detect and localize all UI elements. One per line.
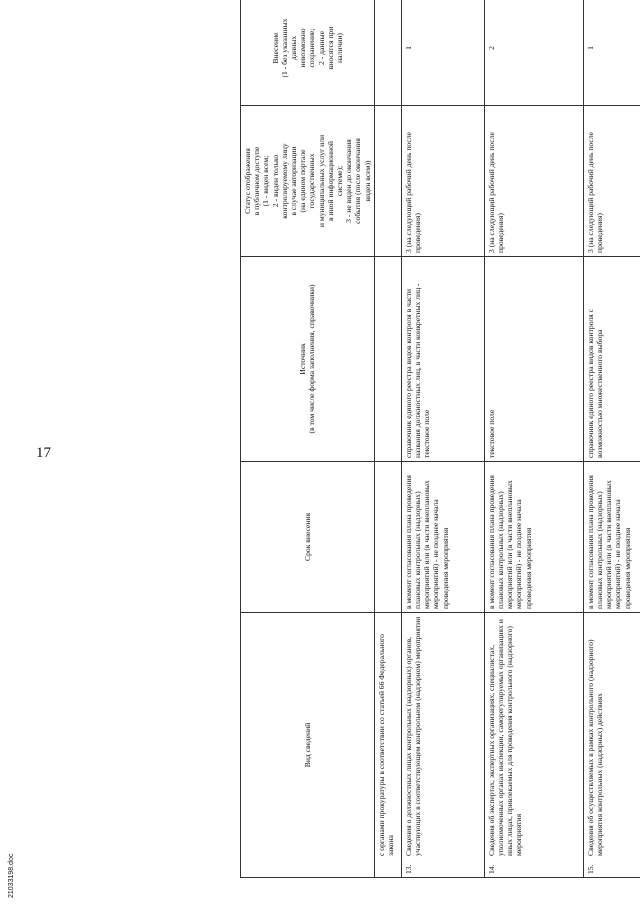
empty-cell bbox=[374, 462, 401, 613]
header-status-line: в публичном доступе bbox=[252, 146, 262, 216]
table-row bbox=[401, 0, 484, 878]
header-source-line2: (в том числе форма заполнения, справочники) bbox=[307, 284, 317, 434]
header-entry-line: Внесение bbox=[270, 32, 280, 64]
kind-cell bbox=[583, 613, 640, 878]
header-status-line: 2 - виден только bbox=[270, 154, 280, 208]
header-kind: Вид сведений bbox=[241, 613, 375, 878]
header-entry-line: сохранение; bbox=[307, 28, 317, 68]
empty-cell bbox=[374, 0, 401, 106]
table-row bbox=[484, 0, 583, 878]
header-entry-line: данных bbox=[289, 35, 299, 61]
continuation-text: с органами прокуратуры в соответствии со статьей 66 Федерального закона bbox=[374, 613, 401, 878]
header-status-line: в случае авторизации bbox=[289, 146, 299, 216]
header-status-line: контролируемому лицу bbox=[279, 143, 289, 219]
kind-cell bbox=[401, 613, 484, 878]
header-entry-line: 2 - данные bbox=[316, 31, 326, 65]
header-status-line: в иной информационной bbox=[325, 141, 335, 221]
header-entry-line: наличии) bbox=[335, 33, 345, 63]
status-cell: 3 (на следующий рабочий день после проведения) bbox=[583, 106, 640, 257]
data-table bbox=[240, 0, 640, 878]
header-source-line1: Источник bbox=[298, 343, 308, 375]
source-cell: справочник единого реестра видов контроля в части названия должностных лиц, в части конкретных лиц - текстовое поле bbox=[401, 257, 484, 462]
header-deadline: Срок внесения bbox=[241, 462, 375, 613]
header-status-line: и муниципальных услуг или bbox=[316, 134, 326, 228]
entry-cell: 1 bbox=[583, 0, 640, 106]
footer-text: 21033198.doc bbox=[8, 853, 15, 898]
table-header-row bbox=[241, 0, 375, 878]
header-status bbox=[241, 106, 375, 257]
header-status-line: государственных bbox=[307, 153, 317, 209]
header-source bbox=[241, 257, 375, 462]
kind-text: Сведения о должностных лицах контрольных (надзорных) органов, участвующих в соответствующем контрольном (надзорном) мероприятии bbox=[403, 616, 423, 856]
status-cell: 3 (на следующий рабочий день после проведения) bbox=[484, 106, 583, 257]
header-status-line: Статус отображения bbox=[243, 148, 252, 214]
header-entry-line: вносятся при bbox=[325, 26, 335, 70]
row-number: 13. bbox=[403, 864, 413, 874]
header-status-line: 3 - не виден до окончания bbox=[344, 139, 354, 223]
empty-cell bbox=[374, 257, 401, 462]
row-number: 14. bbox=[486, 864, 496, 874]
header-status-line: (1 - виден всем; bbox=[261, 155, 271, 207]
header-entry-line: (1 - без указанных bbox=[279, 18, 289, 78]
header-status-line: виден всем)) bbox=[362, 160, 372, 202]
header-status-line: системе); bbox=[335, 165, 345, 197]
row-number: 15. bbox=[585, 864, 595, 874]
header-status-line: (на едином портале bbox=[298, 149, 308, 213]
source-cell: текстовое поле bbox=[484, 257, 583, 462]
footer-filename bbox=[8, 842, 20, 898]
header-entry bbox=[241, 0, 375, 106]
entry-cell: 1 bbox=[401, 0, 484, 106]
page-number: 17 bbox=[36, 445, 51, 461]
source-cell: справочник единого реестра видов контроля с возможностью множественного выбора bbox=[583, 257, 640, 462]
status-cell: 3 (на следующий рабочий день после проведения) bbox=[401, 106, 484, 257]
table-row-continuation bbox=[374, 0, 401, 878]
rotated-table-container bbox=[240, 18, 632, 878]
kind-text: Сведения об экспертах, экспертных организациях, специалистах, уполномоченных органах инспекции, саморегулируемых организациях и иных лицах, привлекаемых для проведения контрольного (надзорного) мероприятия bbox=[486, 619, 524, 856]
header-status-line: события (после окончания bbox=[353, 138, 363, 224]
kind-text: Сведения об осуществляемых в рамках контрольного (надзорного) мероприятия контрольных (надзорных) действиях bbox=[585, 639, 605, 856]
table-row bbox=[583, 0, 640, 878]
entry-cell: 2 bbox=[484, 0, 583, 106]
empty-cell bbox=[374, 106, 401, 257]
kind-cell bbox=[484, 613, 583, 878]
deadline-cell: в момент согласования плана проведения плановых контрольных (надзорных) мероприятий или (в части внеплановых мероприятий) - не позднее начала проведения мероприятия bbox=[583, 462, 640, 613]
header-entry-line: невозможно bbox=[298, 28, 308, 68]
deadline-cell: в момент согласования плана проведения плановых контрольных (надзорных) мероприятий или (в части внеплановых мероприятий) - не позднее начала проведения мероприятия bbox=[484, 462, 583, 613]
deadline-cell: в момент согласования плана проведения плановых контрольных (надзорных) мероприятий или (в части внеплановых мероприятий) - не позднее начала проведения мероприятия bbox=[401, 462, 484, 613]
